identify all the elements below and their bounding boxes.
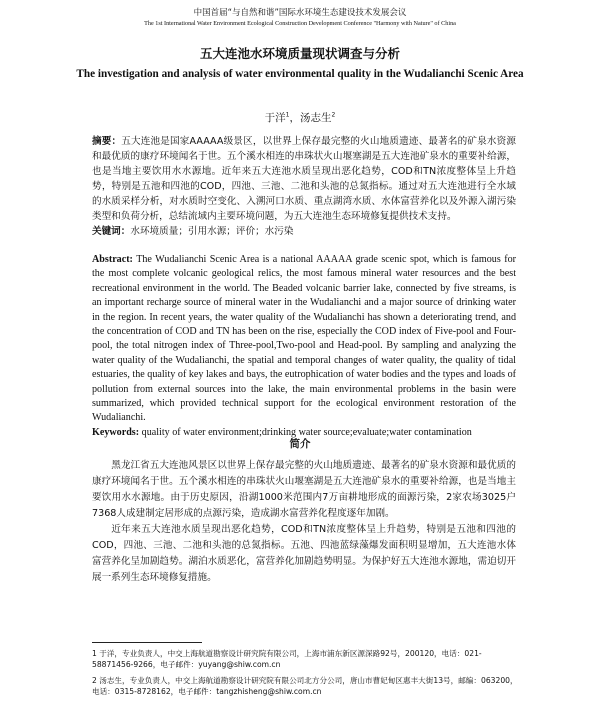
keywords-en-text: quality of water environment;drinking water source;evaluate;water contamination [141,426,472,438]
paper-title-zh: 五大连池水环境质量现状调查与分析 [199,46,400,61]
author-2: 汤志生 [300,112,332,124]
conference-title-en: The 1st International Water Environment Ecological Construction Development Conference "Harmony with Nature" of China [144,20,456,27]
abstract-zh-text: 五大连池是国家AAAAA级景区，以世界上保存最完整的火山地质遗迹、最著名的矿泉水资源和最优质的康疗环境闻名于世。五个溪水相连的串珠状火山堰塞湖是五大连池矿泉水的重要补给源，也是当地主要饮用水水源地。近年来五大连池水质呈现出恶化趋势，COD和TN浓度整体呈上升趋势，特别是五池和四池的COD，四池、三池、二池和头池的总氮指标。通过对五大连池进行全水域的水质采样分析，对水质时空变化、入溯河口水质、重点湖湾水质、水体富营养化以及外源入湖污染类型和负荷分析，总结流域内主要环境问题，为五大连池生态环境修复提供技术支持。 [92,136,516,222]
keywords-zh-text: 水环境质量；引用水源；评价；水污染 [130,226,294,237]
conference-title-zh: 中国首届“与自然和谐”国际水环境生态建设技术发展会议 [193,8,407,18]
conference-header [0,8,600,28]
keywords-en-label: Keywords: [92,426,140,438]
abstract-zh-label: 摘要： [92,136,122,147]
author-2-mark: 2 [331,111,336,119]
keywords-zh-label: 关键词： [92,226,131,237]
intro-paragraph-2: 近年来五大连池水质呈现出恶化趋势，COD和TN浓度整体呈上升趋势，特别是五池和四池的COD，四池、三池、二池和头池的总氮指标。五池、四池蓝绿藻爆发面积明显增加，五大连池水体富营养化呈加剧趋势。湖泊水质恶化，富营养化加剧趋势明显。为保护好五大连池水源地，需迫切开展一系列生态环境修复措施。 [92,524,516,583]
intro-body [92,458,516,586]
abstract-en-text: The Wudalianchi Scenic Area is a national AAAAA grade scenic spot, which is famous for the most complete volcanic geological relics, the most famous mineral water resources and the best recreational environment in the world. The Beaded volcanic barrier lake, connected by five streams, is an important recharge source of mineral water in the Wudalianchi and a major source of drinking water in the region. In recent years, the water quality of the Wudalianchi has shown a deteriorating trend, and the concentration of COD and TN has been on the rise, especially the COD index of Five-pool and Four-pool, the total nitrogen index of Three-pool,Two-pool and Head-pool. By sampling and analyzing the water quality of the Wudalianchi, the spatial and temporal changes of water quality, the quality of tidal estuaries, the quality of key lakes and bays, the eutrophication of water bodies and the types and loads of pollution from external sources into the lake, the main environmental problems in the basin were summarized, which provided technical support for the ecological environment restoration of the Wudalianchi. [92,254,516,424]
authors [0,110,600,125]
author-1-mark: 1 [285,111,290,119]
abstract-zh [92,134,516,239]
abstract-en-label: Abstract: [92,254,133,265]
abstract-en [92,253,516,440]
author-1: 于洋 [264,112,286,124]
footnote-divider [92,642,202,643]
intro-paragraph-1: 黑龙江省五大连池风景区以世界上保存最完整的火山地质遗迹、最著名的矿泉水资源和最优质的康疗环境闻名于世。五个溪水相连的串珠状火山堰塞湖是五大连池矿泉水的重要补给源，也是当地主要饮用水水源地。由于历史原因，沿湖1000米范围内7万亩耕地形成的面源污染，2家农场3025户7368人成建制定居形成的点源污染，造成湖水富营养化程度逐年加剧。 [92,460,516,519]
footnote-1: 1 于洋，专业负责人，中交上海航道勘察设计研究院有限公司，上海市浦东新区源深路92号，200120，电话：021-58871456-9266，电子邮件：yuyang@shiw.com.cn [92,649,482,669]
section-heading-intro: 简介 [289,438,311,450]
author-separator: ， [289,112,300,124]
footnote-2: 2 汤志生，专业负责人，中交上海航道勘察设计研究院有限公司北方分公司，唐山市曹妃甸区惠丰大街13号，邮编：063200，电话：0315-8728162，电子邮件：tangzhisheng@shiw.com.cn [92,676,518,696]
paper-title-en: The investigation and analysis of water environmental quality in the Wudalianchi Scenic Area [76,68,524,80]
